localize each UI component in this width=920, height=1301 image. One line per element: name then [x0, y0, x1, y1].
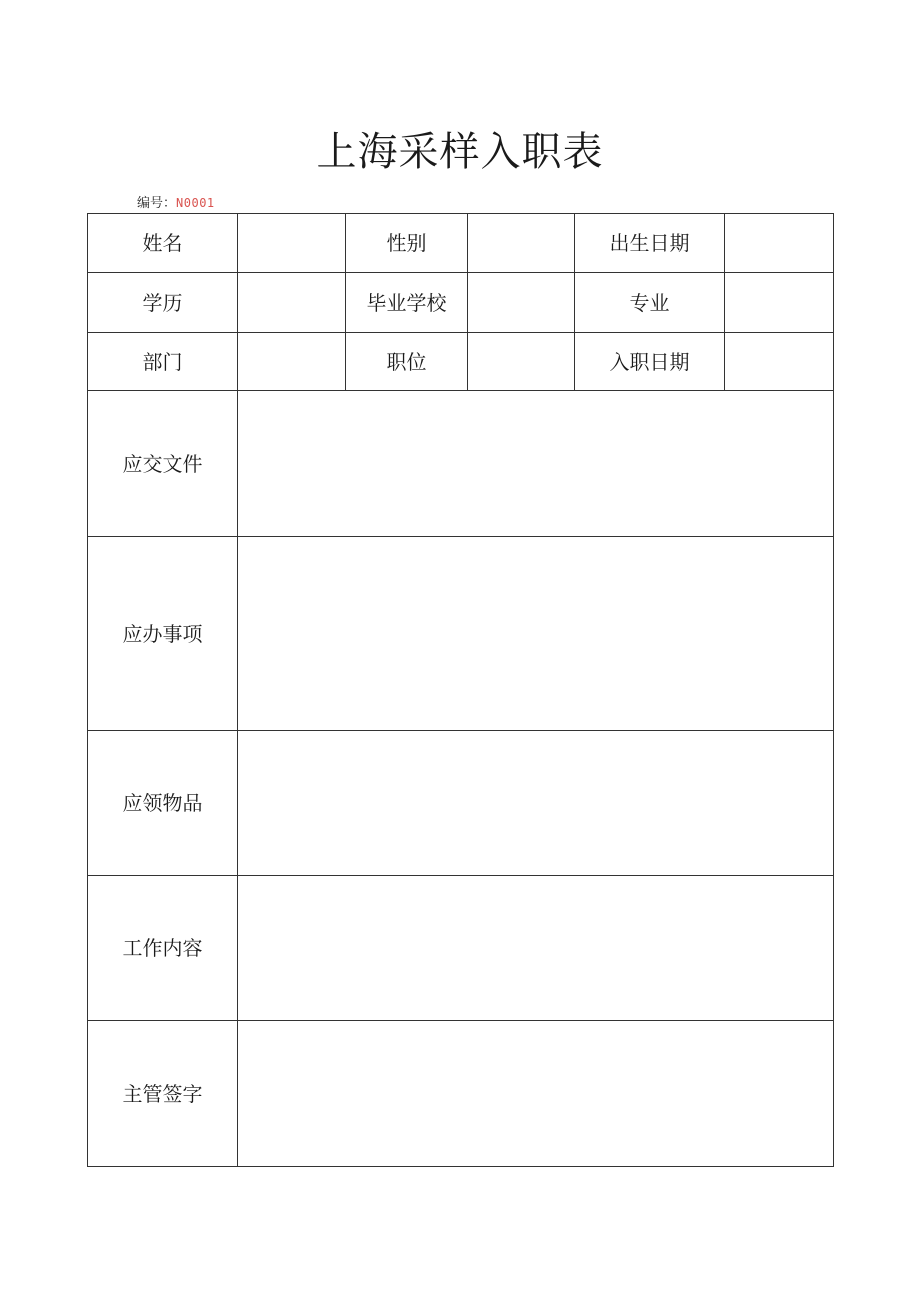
- label-education: 学历: [88, 273, 238, 333]
- page-title: 上海采样入职表: [316, 129, 604, 175]
- entry-form-table: [87, 213, 834, 1167]
- education-field[interactable]: [238, 273, 346, 333]
- label-work-content: 工作内容: [88, 876, 238, 1021]
- table-row: [88, 1021, 834, 1167]
- table-row: [88, 333, 834, 391]
- form-number-value: N0001: [176, 196, 215, 210]
- table-row: [88, 391, 834, 537]
- label-documents: 应交文件: [88, 391, 238, 537]
- form-number: [137, 194, 215, 213]
- label-name: 姓名: [88, 214, 238, 273]
- label-major: 专业: [575, 273, 725, 333]
- label-gender: 性别: [346, 214, 468, 273]
- table-row: [88, 214, 834, 273]
- join-date-field[interactable]: [725, 333, 834, 391]
- table-row: [88, 537, 834, 731]
- gender-field[interactable]: [468, 214, 575, 273]
- form-number-label: 编号：: [137, 196, 177, 211]
- items-field[interactable]: [238, 731, 834, 876]
- table-row: [88, 876, 834, 1021]
- name-field[interactable]: [238, 214, 346, 273]
- birth-date-field[interactable]: [725, 214, 834, 273]
- supervisor-signature-field[interactable]: [238, 1021, 834, 1167]
- label-supervisor-signature: 主管签字: [88, 1021, 238, 1167]
- label-school: 毕业学校: [346, 273, 468, 333]
- table-row: [88, 731, 834, 876]
- label-birth-date: 出生日期: [575, 214, 725, 273]
- table-row: [88, 273, 834, 333]
- tasks-field[interactable]: [238, 537, 834, 731]
- label-items: 应领物品: [88, 731, 238, 876]
- label-tasks: 应办事项: [88, 537, 238, 731]
- label-department: 部门: [88, 333, 238, 391]
- major-field[interactable]: [725, 273, 834, 333]
- label-join-date: 入职日期: [575, 333, 725, 391]
- department-field[interactable]: [238, 333, 346, 391]
- documents-field[interactable]: [238, 391, 834, 537]
- work-content-field[interactable]: [238, 876, 834, 1021]
- school-field[interactable]: [468, 273, 575, 333]
- position-field[interactable]: [468, 333, 575, 391]
- label-position: 职位: [346, 333, 468, 391]
